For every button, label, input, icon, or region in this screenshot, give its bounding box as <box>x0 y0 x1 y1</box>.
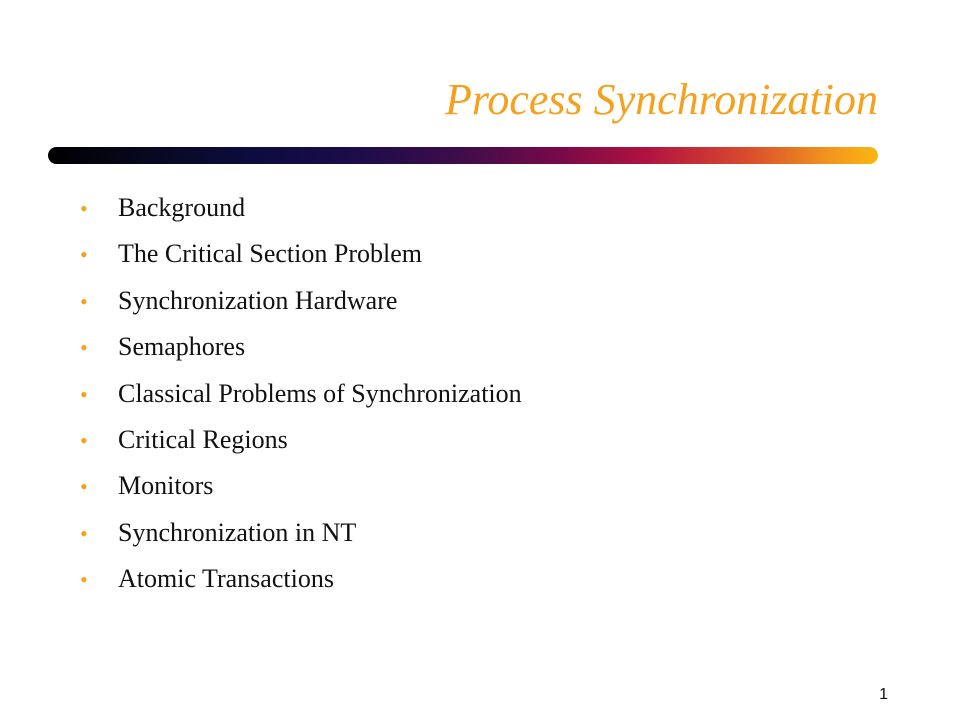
bullet-icon: • <box>80 474 88 500</box>
bullet-label: Semaphores <box>118 332 246 362</box>
bullet-item-monitors <box>80 471 522 517</box>
bullet-item-critical-section-problem <box>80 239 522 285</box>
bullet-label: The Critical Section Problem <box>118 239 422 269</box>
slide-title: Process Synchronization <box>444 75 878 124</box>
bullet-icon: • <box>80 196 88 221</box>
bullet-label: Classical Problems of Synchronization <box>118 378 522 408</box>
bullet-icon: • <box>80 427 88 453</box>
bullet-icon: • <box>80 335 88 361</box>
bullet-item-atomic-transactions <box>80 564 522 610</box>
bullet-icon: • <box>80 520 88 546</box>
bullet-icon: • <box>80 381 88 407</box>
bullet-item-semaphores <box>80 332 522 378</box>
bullet-label: Monitors <box>118 471 214 501</box>
title-gradient-rule <box>48 147 878 164</box>
bullet-item-background <box>80 193 522 239</box>
bullet-item-synchronization-in-nt <box>80 518 522 564</box>
bullet-item-critical-regions <box>80 425 522 471</box>
bullet-item-classical-problems <box>80 379 522 425</box>
bullet-label: Synchronization in NT <box>118 517 357 547</box>
bullet-list <box>80 193 522 611</box>
bullet-label: Critical Regions <box>118 424 288 454</box>
page-number: 1 <box>879 686 888 703</box>
bullet-icon: • <box>80 242 88 268</box>
bullet-item-synchronization-hardware <box>80 286 522 332</box>
bullet-icon: • <box>80 288 88 314</box>
bullet-label: Background <box>118 193 246 222</box>
bullet-label: Atomic Transactions <box>118 564 334 594</box>
bullet-label: Synchronization Hardware <box>118 285 398 315</box>
bullet-icon: • <box>80 567 88 593</box>
